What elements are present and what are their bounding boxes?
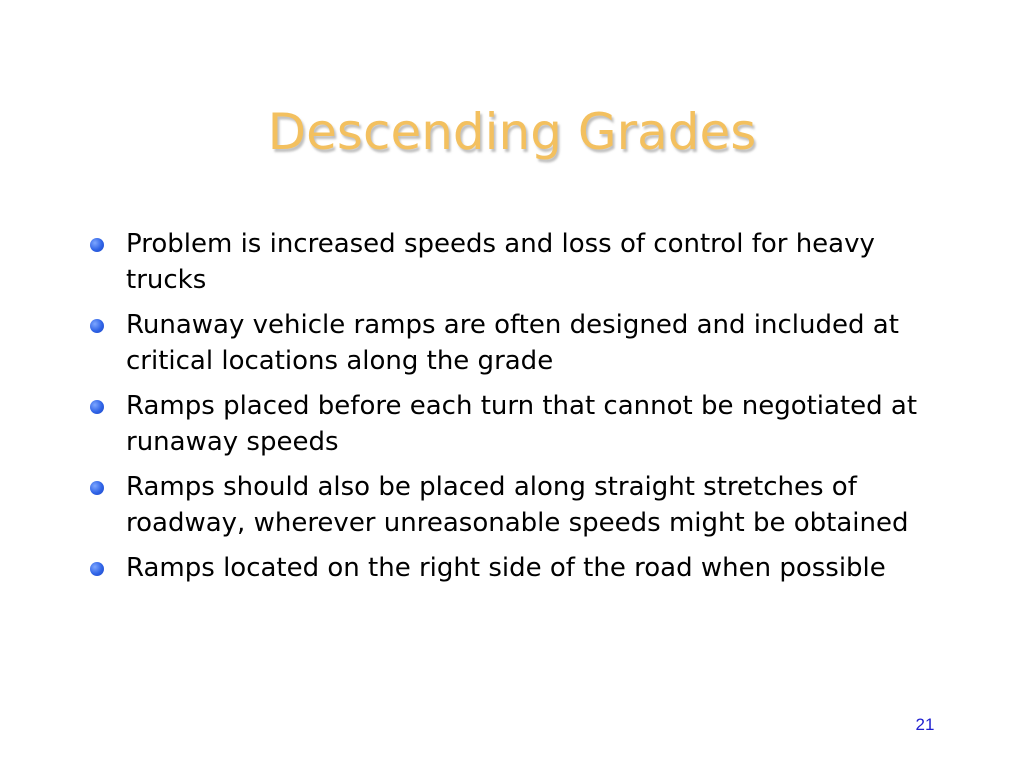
- page-number: 21: [915, 715, 935, 734]
- bullet-text: Ramps placed before each turn that cannot be negotiated at runaway speeds: [126, 391, 918, 457]
- list-item: [86, 388, 946, 460]
- bullet-text: Runaway vehicle ramps are often designed and included at critical locations along the grade: [126, 310, 899, 376]
- list-item: [86, 226, 946, 298]
- bullet-dot-icon: [90, 319, 104, 333]
- bullet-text: Problem is increased speeds and loss of control for heavy trucks: [126, 229, 875, 295]
- bullet-dot-icon: [90, 481, 104, 495]
- bullet-dot-icon: [90, 400, 104, 414]
- bullet-dot-icon: [90, 562, 104, 576]
- bullet-dot-icon: [90, 238, 104, 252]
- bullet-text: Ramps located on the right side of the road when possible: [126, 553, 886, 583]
- slide-title: Descending Grades: [267, 103, 757, 161]
- list-item: [86, 307, 946, 379]
- bullet-list: [86, 226, 946, 595]
- bullet-text: Ramps should also be placed along straight stretches of roadway, wherever unreasonable speeds might be obtained: [126, 472, 909, 538]
- list-item: [86, 469, 946, 541]
- list-item: [86, 550, 946, 586]
